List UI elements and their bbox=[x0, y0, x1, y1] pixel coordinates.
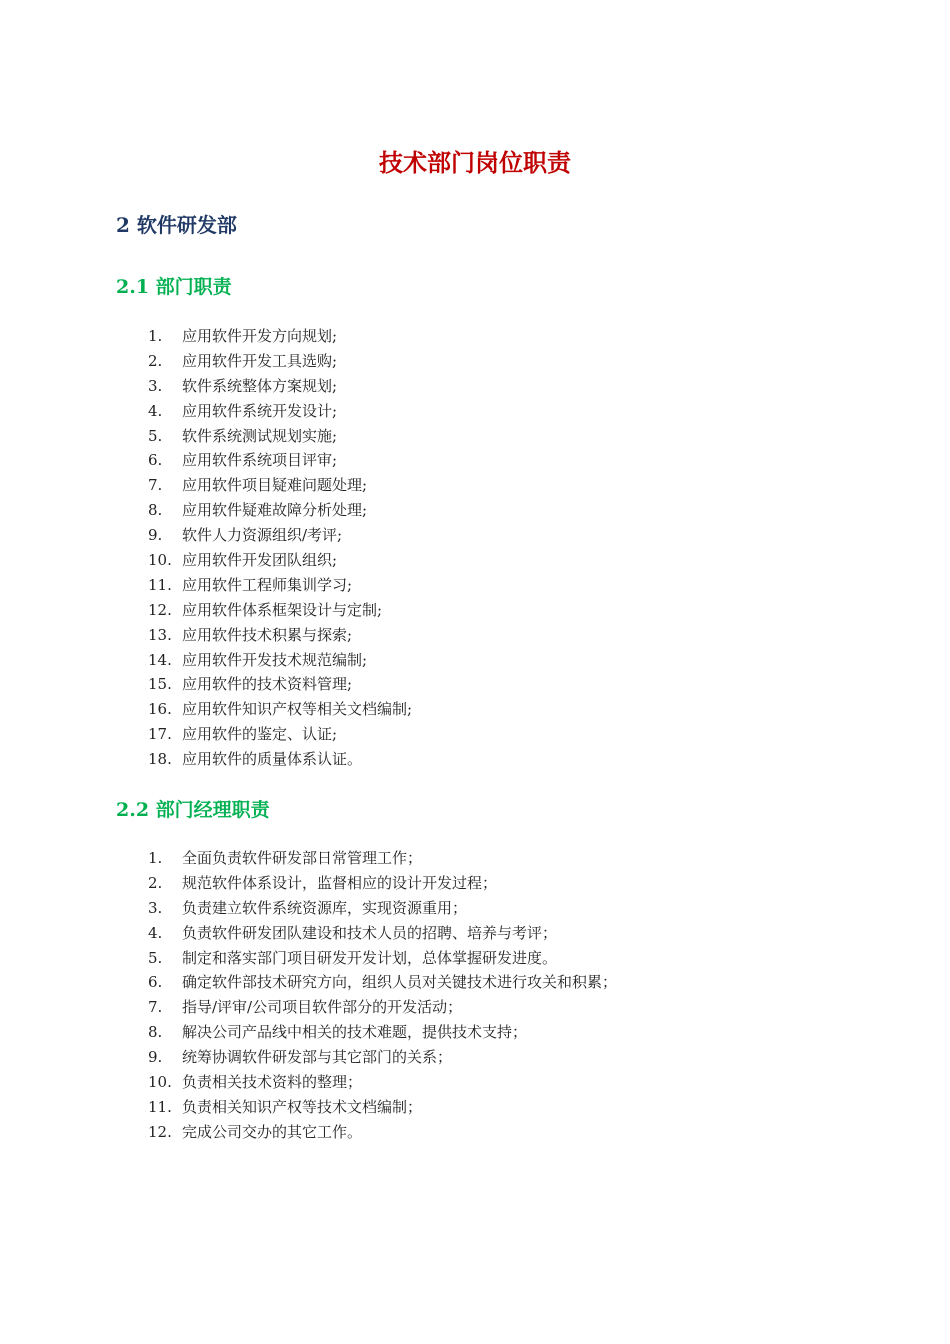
list-item-text: 完成公司交办的其它工作。 bbox=[182, 1122, 363, 1141]
list-item-number: 9. bbox=[148, 1048, 163, 1067]
list-item-number: 6. bbox=[148, 973, 163, 992]
list-item-number: 7. bbox=[148, 476, 163, 495]
list-item-number: 5. bbox=[148, 426, 163, 445]
list-item-number: 16. bbox=[148, 700, 172, 719]
list-item-text: 应用软件系统项目评审; bbox=[182, 451, 338, 470]
list-item-text: 负责软件研发团队建设和技术人员的招聘、培养与考评； bbox=[182, 923, 558, 942]
list-item-text: 应用软件的质量体系认证。 bbox=[182, 750, 363, 769]
list-item-text: 解决公司产品线中相关的技术难题，提供技术支持； bbox=[182, 1023, 528, 1042]
list-item-text: 应用软件的鉴定、认证; bbox=[182, 725, 338, 744]
list-item-number: 18. bbox=[148, 750, 172, 769]
list-item-text: 制定和落实部门项目研发开发计划，总体掌握研发进度。 bbox=[182, 948, 558, 967]
list-item-number: 8. bbox=[148, 1023, 163, 1042]
list-item-text: 应用软件开发技术规范编制; bbox=[182, 650, 368, 669]
list-item-number: 12. bbox=[148, 1122, 172, 1141]
list-item-number: 11. bbox=[148, 1097, 172, 1116]
list-item-text: 应用软件开发工具选购; bbox=[182, 351, 338, 370]
list-item-number: 3. bbox=[148, 376, 163, 395]
list-item-text: 应用软件项目疑难问题处理; bbox=[182, 476, 368, 495]
list-item-number: 4. bbox=[148, 923, 163, 942]
list-item-number: 15. bbox=[148, 675, 172, 694]
subsection-heading-duties: 2.1 部门职责 bbox=[116, 276, 232, 298]
list-item-text: 应用软件开发方向规划; bbox=[182, 327, 338, 345]
list-item-text: 应用软件疑难故障分析处理; bbox=[182, 501, 368, 520]
list-item-text: 负责建立软件系统资源库，实现资源重用； bbox=[182, 898, 468, 917]
list-item-text: 指导/评审/公司项目软件部分的开发活动； bbox=[182, 998, 463, 1017]
list-item-number: 8. bbox=[148, 501, 163, 520]
list-item-number: 1. bbox=[148, 849, 163, 867]
list-item-text: 全面负责软件研发部日常管理工作； bbox=[182, 849, 423, 867]
list-item-text: 应用软件的技术资料管理; bbox=[182, 675, 353, 694]
list-item-number: 6. bbox=[148, 451, 163, 470]
list-item-number: 9. bbox=[148, 526, 163, 545]
list-item-text: 软件人力资源组织/考评; bbox=[182, 526, 343, 545]
list-item-number: 7. bbox=[148, 998, 163, 1017]
list-item-text: 应用软件知识产权等相关文档编制; bbox=[182, 700, 413, 719]
section-heading: 2 软件研发部 bbox=[116, 213, 237, 237]
list-item-number: 13. bbox=[148, 625, 172, 644]
list-item-text: 软件系统整体方案规划; bbox=[182, 376, 338, 395]
list-item-number: 3. bbox=[148, 898, 163, 917]
list-item-text: 应用软件工程师集训学习; bbox=[182, 575, 353, 594]
list-item-number: 17. bbox=[148, 725, 172, 744]
list-item-text: 应用软件开发团队组织; bbox=[182, 551, 338, 570]
list-item-text: 应用软件系统开发设计; bbox=[182, 401, 338, 420]
list-item-number: 1. bbox=[148, 327, 163, 345]
list-item-text: 软件系统测试规划实施; bbox=[182, 426, 338, 445]
list-item-number: 14. bbox=[148, 650, 172, 669]
list-item-number: 2. bbox=[148, 351, 163, 370]
list-item-number: 5. bbox=[148, 948, 163, 967]
list-item-number: 10. bbox=[148, 551, 172, 570]
subsection-heading-manager-duties: 2.2 部门经理职责 bbox=[116, 799, 270, 821]
list-item-text: 确定软件部技术研究方向，组织人员对关键技术进行攻关和积累； bbox=[182, 973, 618, 992]
list-item-text: 规范软件体系设计，监督相应的设计开发过程； bbox=[182, 873, 498, 892]
list-item-number: 4. bbox=[148, 401, 163, 420]
list-item-text: 统筹协调软件研发部与其它部门的关系； bbox=[182, 1048, 453, 1067]
list-item-number: 11. bbox=[148, 575, 172, 594]
list-item-text: 应用软件技术积累与探索; bbox=[182, 625, 353, 644]
list-item-number: 12. bbox=[148, 600, 172, 619]
list-item-number: 10. bbox=[148, 1073, 172, 1092]
document-title: 技术部门岗位职责 bbox=[379, 148, 571, 177]
list-item-text: 负责相关技术资料的整理； bbox=[182, 1073, 363, 1092]
list-item-text: 应用软件体系框架设计与定制; bbox=[182, 600, 383, 619]
list-item-number: 2. bbox=[148, 873, 163, 892]
list-item-text: 负责相关知识产权等技术文档编制； bbox=[182, 1097, 423, 1116]
